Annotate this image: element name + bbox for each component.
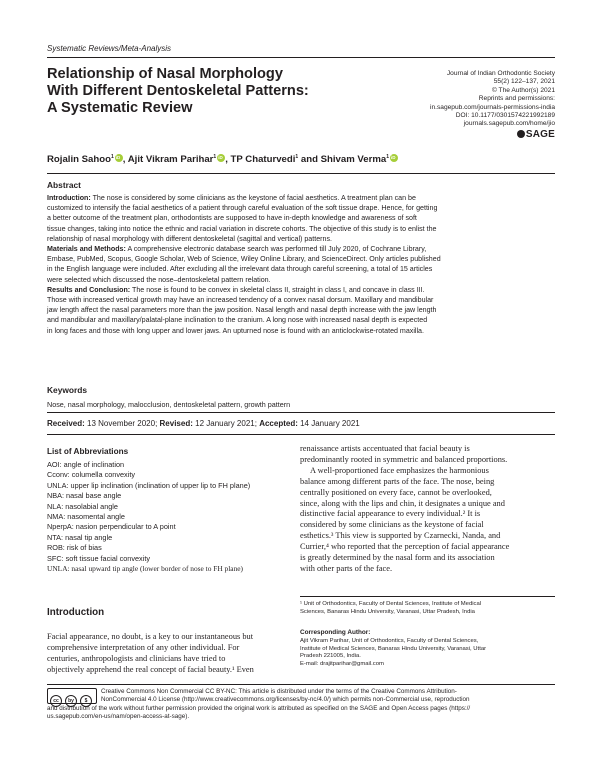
introduction-heading: Introduction — [47, 607, 105, 618]
license-line: and distribution of the work without further permission provided the original work is attributed as specified on the SAGE and Open Access pages (https:// — [47, 704, 471, 712]
received-date: 13 November 2020; — [87, 419, 158, 428]
abbreviations-heading: List of Abbreviations — [47, 447, 129, 456]
abbreviations-list — [47, 460, 287, 574]
abbreviation-item: NMA: nasomental angle — [47, 512, 125, 522]
doi[interactable]: DOI: 10.1177/0301574221992189 — [455, 112, 555, 120]
abbreviation-item: ROB: risk of bias — [47, 543, 102, 553]
revised-label: Revised: — [159, 419, 193, 428]
title-line: With Different Dentoskeletal Patterns: — [47, 83, 309, 99]
affiliation-line: Sciences, Banaras Hindu University, Varanasi, Uttar Pradesh, India — [300, 608, 475, 615]
abstract-line: were selected which discussed the nose–dentoskeletal pattern relation. — [47, 275, 271, 284]
journal-info — [355, 70, 555, 139]
corresponding-details — [300, 638, 555, 669]
affiliation-note — [300, 601, 555, 616]
abbreviation-item: NBA: nasal base angle — [47, 491, 122, 501]
permissions-link[interactable]: in.sagepub.com/journals-permissions-india — [430, 103, 555, 111]
by-icon: by — [65, 695, 77, 707]
abbreviation-item: UNLA: upper lip inclination (inclination of upper lip to FH plane) — [47, 480, 251, 490]
abstract-line: in the English language were included. After excluding all the irrelevant data through careful screening, a total of 15 articles — [47, 265, 433, 274]
abstract-line: The nose is considered by some clinicians as the keystone of facial aesthetics. A treatment plan can be — [92, 194, 416, 202]
license-rule — [47, 684, 555, 685]
nc-icon: $ — [80, 695, 92, 707]
body-line: balance among different parts of the face. The nose, being — [300, 476, 495, 486]
author-conjunction: and — [300, 154, 318, 166]
body-line: objectively apprehend the real concept of facial beauty.¹ Even — [47, 664, 254, 674]
body-line: renaissance artists accentuated that facial beauty is — [300, 444, 470, 453]
body-line: Facial appearance, no doubt, is a key to our instantaneous but — [47, 632, 254, 641]
body-line: comprehensive interpretation of any other individual. For — [47, 642, 240, 652]
abstract-line: customized to intensify the facial aesthetics of a patient through careful evaluation of the soft tissue drape. Hence, for getting — [47, 204, 438, 213]
corresponding-line: Pradesh 221005, India. — [300, 653, 361, 660]
abstract-body — [47, 193, 555, 336]
orcid-icon[interactable] — [390, 154, 398, 162]
orcid-icon[interactable] — [115, 154, 123, 162]
authors-rule — [47, 173, 555, 174]
affiliation-marker: 1 — [110, 154, 114, 160]
dates-rule — [47, 434, 555, 435]
footnote-rule — [300, 596, 555, 597]
journal-home-link[interactable]: journals.sagepub.com/home/jio — [463, 120, 555, 128]
journal-name: Journal of Indian Orthodontic Society — [446, 70, 555, 77]
abstract-line: and mandibular and maxillary/palatal-plane inclination to the cranium. A long nose with increased nasal depth is expected — [47, 316, 428, 325]
body-line: centrally positioned on every face, cannot be overlooked, — [300, 487, 492, 497]
affiliation-line: ¹ Unit of Orthodontics, Faculty of Dental Sciences, Institute of Medical — [300, 601, 482, 607]
journal-copyright: © The Author(s) 2021 — [491, 86, 555, 94]
affiliation-marker: 1 — [213, 154, 217, 160]
keywords-text: Nose, nasal morphology, malocclusion, dentoskeletal pattern, growth pattern — [47, 400, 291, 409]
corresponding-line: Institute of Medical Sciences, Banaras Hindu University, Varanasi, Uttar — [300, 645, 487, 652]
abstract-line: Embase, PubMed, Scopus, Google Scholar, Web of Science, Wiley Online Library, and ScienceDirect. Only articles published — [47, 255, 441, 264]
orcid-icon[interactable] — [217, 154, 225, 162]
body-line: esthetics.³ This view is supported by Czarnecki, Nanda, and — [300, 531, 501, 541]
title-line: A Systematic Review — [47, 100, 193, 116]
body-line: since, along with the lips and chin, it designates a unique and — [300, 498, 505, 508]
abstract-heading: Abstract — [47, 180, 81, 190]
license-line: Creative Commons Non Commercial CC BY-NC: This article is distributed under the terms of the Creative Commons Attribution- — [101, 688, 457, 695]
body-line: centuries, anthropologists and clinicians have tried to — [47, 653, 226, 663]
abbreviation-item: Cconv: columella convexity — [47, 470, 136, 480]
corresponding-line: Ajit Vikram Parihar, Unit of Orthodontics, Faculty of Dental Sciences, — [300, 638, 479, 644]
abbreviation-item: AOI: angle of inclination — [47, 460, 125, 469]
journal-reprints: Reprints and permissions: — [478, 95, 555, 103]
affiliation-marker: 1 — [386, 154, 389, 160]
affiliation-marker: 1 — [295, 154, 299, 160]
abstract-line: a better outcome of the treatment plan, orthodontists are supposed to have in-depth knowledge and awareness of soft — [47, 214, 417, 223]
abbreviation-item: NperpA: nasion perpendicular to A point — [47, 522, 176, 532]
abstract-line: in long faces and those with long upper and lower jaws. An upturned nose is found with an anticlockwise-rotated maxilla. — [47, 326, 424, 335]
revised-date: 12 January 2021; — [195, 419, 257, 428]
abstract-label: Results and Conclusion: — [47, 285, 131, 294]
sage-logo-icon — [517, 130, 525, 138]
license-line: us.sagepub.com/en-us/nam/open-access-at-sage). — [47, 712, 190, 720]
keywords-rule — [47, 412, 555, 413]
body-line: A well-proportioned face emphasizes the harmonious — [310, 465, 489, 475]
abstract-label: Materials and Methods: — [47, 245, 126, 254]
publisher-name: SAGE — [525, 128, 555, 140]
author-name: Ajit Vikram Parihar — [127, 154, 214, 166]
journal-volume: 55(2) 122–137, 2021 — [493, 78, 555, 86]
cc-icon: cc — [50, 695, 62, 707]
abstract-line: The nose is found to be convex in skeletal class II, straight in class I, and concave in class III. — [132, 285, 425, 294]
abbreviation-item: NTA: nasal tip angle — [47, 532, 113, 542]
corresponding-email[interactable]: E-mail: drajitparihar@gmail.com — [300, 661, 384, 668]
author-name: Shivam Verma — [320, 154, 387, 166]
abstract-line: A comprehensive electronic database search was performed till July 2020, of Cochrane Library, — [127, 245, 427, 254]
body-line: predominantly rooted in symmetric and balanced proportions. — [300, 454, 508, 464]
abstract-line: tissue changes, taking into notice the ethnic and racial variation in discrete cohorts. The objective of this study is to enlist the — [47, 224, 437, 233]
corresponding-heading: Corresponding Author: — [300, 629, 371, 636]
title-line: Relationship of Nasal Morphology — [47, 66, 283, 82]
body-line: is greatly determined by the nasal form and its association — [300, 553, 495, 563]
article-title — [47, 66, 377, 117]
keywords-heading: Keywords — [47, 385, 88, 395]
article-dates — [47, 419, 360, 428]
license-text — [47, 688, 555, 721]
body-line: distinctive facial appearance to every individual.² It is — [300, 509, 481, 519]
right-column-body — [300, 444, 555, 575]
abbreviation-item: SFC: soft tissue facial convexity — [47, 553, 151, 563]
body-line: with other parts of the face. — [300, 563, 393, 573]
author-name: Rojalin Sahoo — [47, 154, 111, 166]
author-name: TP Chaturvedi — [230, 154, 296, 166]
license-line: NonCommercial 4.0 License (http://www.creativecommons.org/licenses/by-nc/4.0/) which permits non-Commercial use, reproduction — [101, 696, 470, 704]
introduction-body — [47, 632, 289, 676]
section-label: Systematic Reviews/Meta-Analysis — [47, 44, 172, 53]
body-line: considered by some clinicians as the keystone of facial — [300, 520, 484, 530]
body-line: Currier,⁴ who reported that the perception of facial appearance — [300, 542, 510, 552]
publisher-logo — [355, 130, 555, 139]
abstract-label: Introduction: — [47, 194, 91, 202]
accepted-date: 14 January 2021 — [300, 419, 360, 428]
abbreviation-item: NLA: nasolabial angle — [47, 501, 118, 511]
abstract-line: Those with increased vertical growth may have an increased tendency of a convex nasal dorsum. Maxillary and mandibular — [47, 296, 434, 305]
accepted-label: Accepted: — [259, 419, 298, 428]
abbreviation-item: UNLA: nasal upward tip angle (lower border of nose to FH plane) — [47, 564, 244, 574]
header-rule — [47, 57, 555, 58]
abstract-line: jaw length affect the nasal parameters more than the jaw position. Nasal length and nasal depth increase with the jaw length — [47, 306, 437, 315]
author-list: Rojalin Sahoo$^1$iD , Ajit Vikram Parihar$^1$iD , TP Chaturvedi$^1$ and Shivam Verma$^1$iD — [47, 154, 398, 165]
abstract-line: relationship of nasal morphology with different dentoskeletal (sagittal and vertical) patterns. — [47, 234, 332, 243]
received-label: Received: — [47, 419, 85, 428]
